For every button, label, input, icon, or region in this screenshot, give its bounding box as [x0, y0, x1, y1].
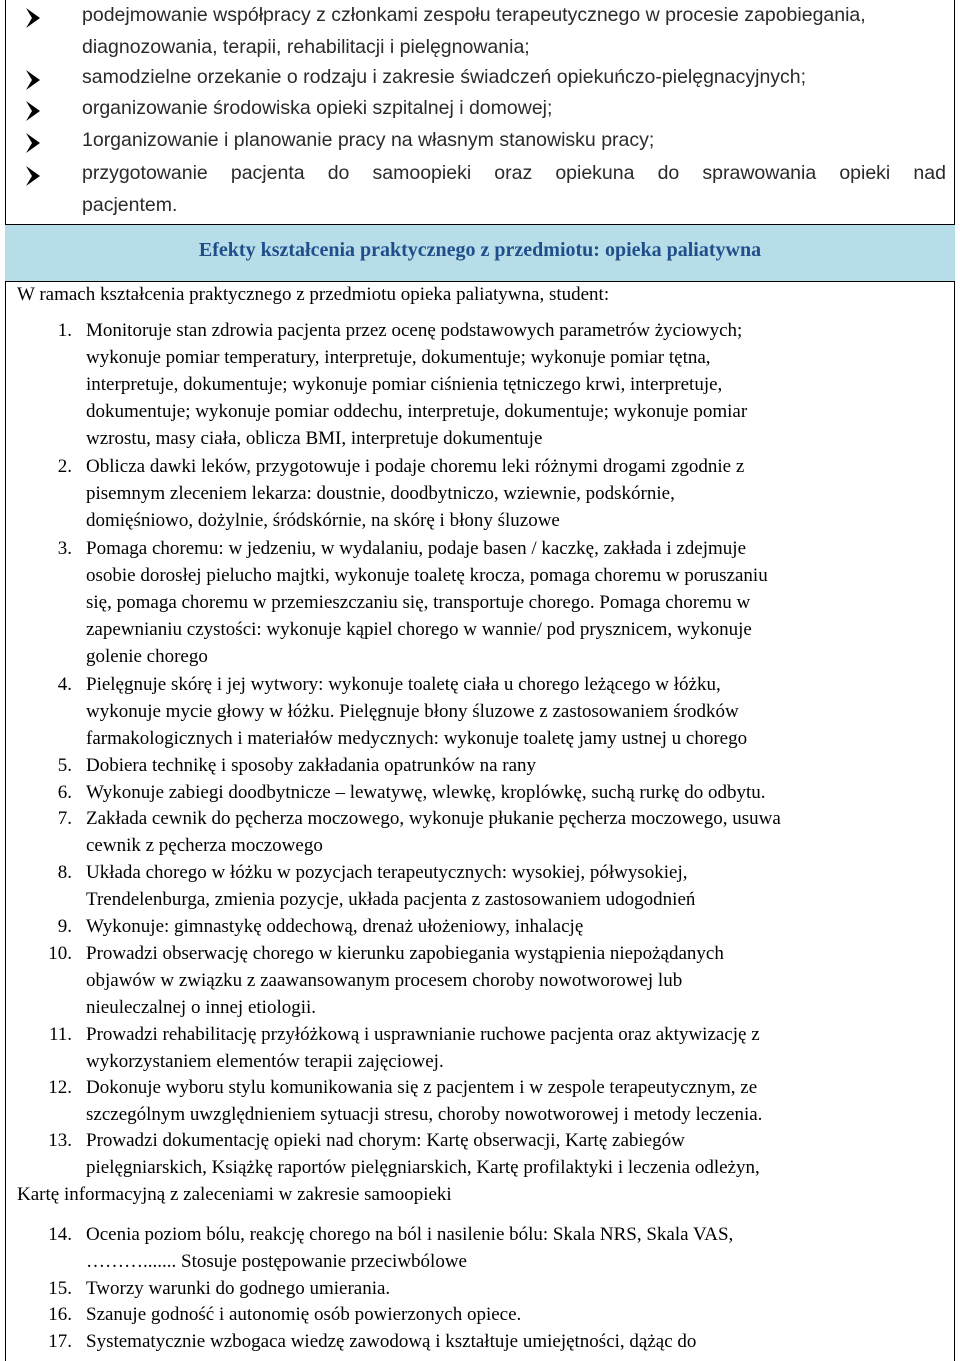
list-item-line: Oblicza dawki leków, przygotowuje i podaje choremu leki różnymi drogami zgodnie z: [86, 456, 745, 477]
list-item-line: Prowadzi obserwację chorego w kierunku zapobiegania wystąpienia niepożądanych: [86, 943, 724, 964]
list-item-number: 7.: [57, 808, 72, 829]
list-item-number: 17.: [48, 1331, 72, 1352]
list-item-line: pisemnym zleceniem lekarza: doustnie, doodbytniczo, wziewnie, podskórnie,: [86, 483, 675, 504]
bullet-2: samodzielne orzekanie o rodzaju i zakresie świadczeń opiekuńczo-pielęgnacyjnych;: [82, 66, 807, 88]
list-item-number: 6.: [57, 782, 72, 803]
frame-right-border: [954, 0, 955, 1361]
list-item-line: Wykonuje: gimnastykę oddechową, drenaż ułożeniowy, inhalację: [86, 916, 584, 937]
list-item-line: Wykonuje zabiegi doodbytnicze – lewatywę, wlewkę, kroplówkę, suchą rurkę do odbytu.: [86, 782, 766, 803]
list-item-line: Ocenia poziom bólu, reakcję chorego na ból i nasilenie bólu: Skala NRS, Skala VAS,: [86, 1224, 734, 1245]
arrow-bullet-icon: [22, 98, 52, 124]
list-item-line: szczególnym uwzględnieniem sytuacji stresu, choroby nowotworowej i metody leczenia.: [86, 1104, 763, 1125]
list-item-line: Pomaga choremu: w jedzeniu, w wydalaniu, podaje basen / kaczkę, zakłada i zdejmuje: [86, 538, 746, 559]
list-item-line: zapewnianiu czystości: wykonuje kąpiel chorego w wannie/ pod prysznicem, wykonuje: [86, 619, 752, 640]
bullet-1-line-1: podejmowanie współpracy z członkami zespołu terapeutycznego w procesie zapobiegania,: [82, 4, 866, 26]
list-item-line: cewnik z pęcherza moczowego: [86, 835, 323, 856]
arrow-bullet-icon: [22, 5, 52, 31]
list-item-number: 15.: [48, 1278, 72, 1299]
bullet-5-line-1: przygotowanie pacjenta do samoopieki oraz opiekuna do sprawowania opieki nad: [82, 162, 946, 184]
list-item-line: farmakologicznych i materiałów medycznych: wykonuje toaletę jamy ustnej u chorego: [86, 728, 748, 749]
list-item-line: Szanuje godność i autonomię osób powierzonych opiece.: [86, 1304, 522, 1325]
list-item-line: interpretuje, dokumentuje; wykonuje pomiar ciśnienia tętniczego krwi, interpretuje,: [86, 374, 723, 395]
list-item-line: pielęgniarskich, Książkę raportów pielęgniarskich, Kartę profilaktyki i leczenia odleżyn,: [86, 1157, 760, 1178]
list-item-number: 5.: [57, 755, 72, 776]
bullet-1-line-2: diagnozowania, terapii, rehabilitacji i pielęgnowania;: [82, 36, 530, 58]
list-item-line: Trendelenburga, zmienia pozycje, układa pacjenta z zastosowaniem udogodnień: [86, 889, 696, 910]
list-item-number: 14.: [48, 1224, 72, 1245]
list-item-line: wykorzystaniem elementów terapii zajęciowej.: [86, 1051, 444, 1072]
list-item-line: Dokonuje wyboru stylu komunikowania się z pacjentem i w zespole terapeutycznym, ze: [86, 1077, 758, 1098]
list-item-line: ………....... Stosuje postępowanie przeciwbólowe: [86, 1251, 467, 1272]
bullet-4: 1organizowanie i planowanie pracy na własnym stanowisku pracy;: [82, 129, 655, 151]
list-item-number: 16.: [48, 1304, 72, 1325]
list-item-number: 12.: [48, 1077, 72, 1098]
section-header-band: [5, 224, 955, 282]
list-item-line: wzrostu, masy ciała, oblicza BMI, interpretuje dokumentuje: [86, 428, 543, 449]
list-item-line: Dobiera technikę i sposoby zakładania opatrunków na rany: [86, 755, 537, 776]
list-item-line: nieuleczalnej o innej etiologii.: [86, 997, 317, 1018]
list-item-number: 9.: [57, 916, 72, 937]
bullet-3: organizowanie środowiska opieki szpitalnej i domowej;: [82, 97, 553, 119]
intro-text: W ramach kształcenia praktycznego z przedmiotu opieka paliatywna, student:: [17, 284, 610, 305]
list-item-number: 13.: [48, 1130, 72, 1151]
list-item-line: Tworzy warunki do godnego umierania.: [86, 1278, 391, 1299]
arrow-bullet-icon: [22, 130, 52, 156]
list-item-number: 11.: [48, 1024, 72, 1045]
list-item-number: 1.: [57, 320, 72, 341]
list-item-line: Monitoruje stan zdrowia pacjenta przez ocenę podstawowych parametrów życiowych;: [86, 320, 743, 341]
list-item-line: Kartę informacyjną z zaleceniami w zakresie samoopieki: [17, 1184, 452, 1205]
list-item-number: 2.: [57, 456, 72, 477]
list-item-number: 4.: [57, 674, 72, 695]
list-item-line: Układa chorego w łóżku w pozycjach terapeutycznych: wysokiej, półwysokiej,: [86, 862, 688, 883]
list-item-line: wykonuje pomiar temperatury, interpretuje, dokumentuje; wykonuje pomiar tętna,: [86, 347, 711, 368]
list-item-line: Zakłada cewnik do pęcherza moczowego, wykonuje płukanie pęcherza moczowego, usuwa: [86, 808, 781, 829]
list-item-line: golenie chorego: [86, 646, 208, 667]
arrow-bullet-icon: [22, 67, 52, 93]
arrow-bullet-icon: [22, 163, 52, 189]
section-title: Efekty kształcenia praktycznego z przedmiotu: opieka paliatywna: [198, 239, 762, 261]
list-item-line: dokumentuje; wykonuje pomiar oddechu, interpretuje, dokumentuje; wykonuje pomiar: [86, 401, 748, 422]
bullet-5-line-2: pacjentem.: [82, 194, 178, 216]
list-item-line: domięśniowo, dożylnie, śródskórnie, na skórę i błony śluzowe: [86, 510, 560, 531]
list-item-line: wykonuje mycie głowy w łóżku. Pielęgnuje błony śluzowe z zastosowaniem środków: [86, 701, 739, 722]
list-item-line: Pielęgnuje skórę i jej wytwory: wykonuje toaletę ciała u chorego leżącego w łóżku,: [86, 674, 721, 695]
list-item-line: się, pomaga choremu w przemieszczaniu się, transportuje chorego. Pomaga choremu w: [86, 592, 751, 613]
list-item-line: objawów w związku z zaawansowanym procesem choroby nowotworowej lub: [86, 970, 683, 991]
list-item-line: osobie dorosłej pielucho majtki, wykonuje toaletę krocza, pomaga choremu w poruszaniu: [86, 565, 768, 586]
list-item-line: Prowadzi dokumentację opieki nad chorym: Kartę obserwacji, Kartę zabiegów: [86, 1130, 685, 1151]
list-item-line: Prowadzi rehabilitację przyłóżkową i usprawnianie ruchowe pacjenta oraz aktywizację z: [86, 1024, 760, 1045]
list-item-number: 10.: [48, 943, 72, 964]
list-item-number: 3.: [57, 538, 72, 559]
list-item-line: Systematycznie wzbogaca wiedzę zawodową i kształtuje umiejętności, dążąc do: [86, 1331, 697, 1352]
list-item-number: 8.: [57, 862, 72, 883]
